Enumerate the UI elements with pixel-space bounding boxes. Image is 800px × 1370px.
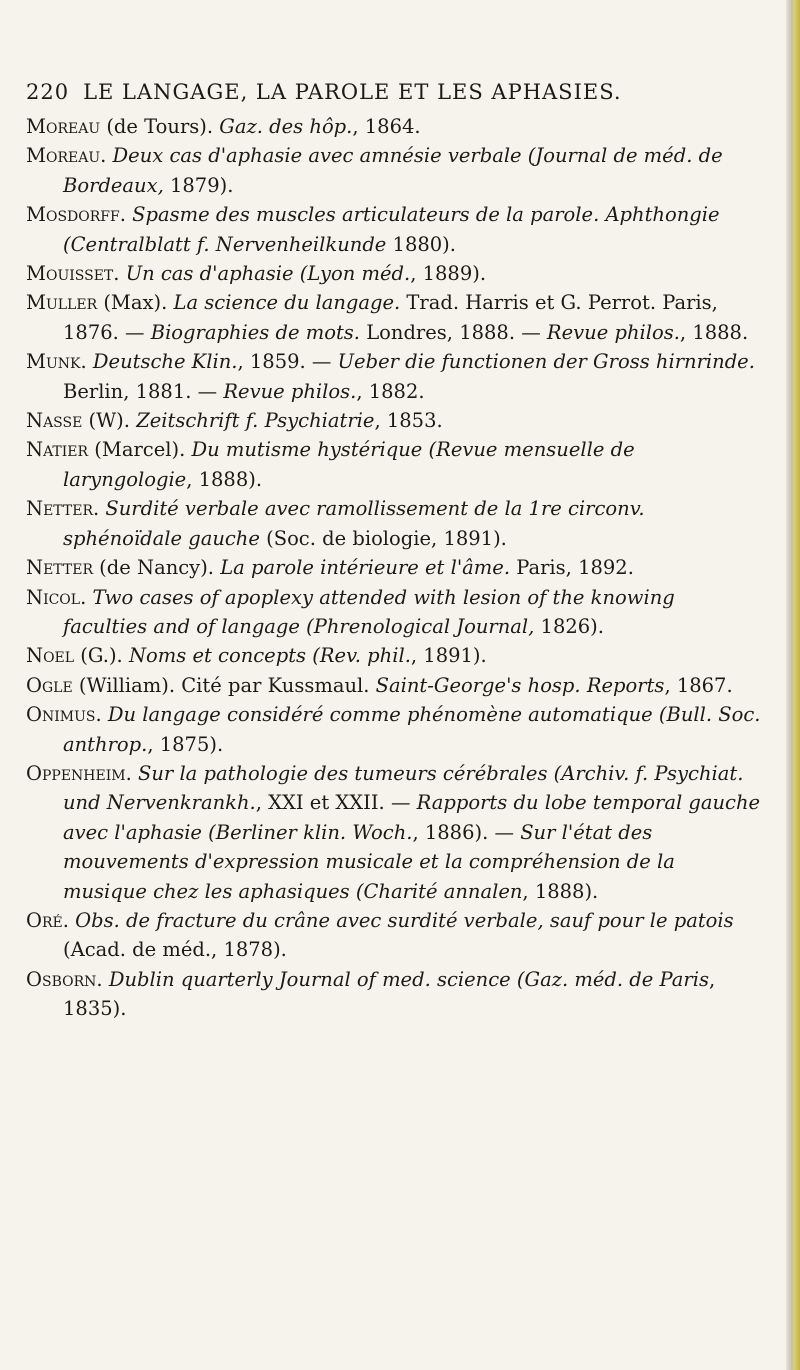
entry-text: , 1853. <box>374 409 443 433</box>
bibliography-entry <box>26 906 764 965</box>
entry-title-text: Zeitschrift f. Psychiatrie <box>136 409 375 433</box>
bibliography-entry <box>26 641 764 670</box>
entry-text: Trad. Harris et G. Perrot. Paris, 1876. — <box>63 291 718 344</box>
entry-author: Osborn <box>26 967 97 991</box>
bibliography-entry <box>26 759 764 906</box>
page-edge <box>786 0 800 1370</box>
entry-author: Oppenheim <box>26 761 126 785</box>
bibliography-entry <box>26 553 764 582</box>
entry-title-text: Dublin quarterly Journal of med. science (Gaz. méd. de Paris <box>108 967 709 991</box>
entry-text: , 1891). <box>410 644 487 668</box>
entry-author: Mouisset <box>26 262 114 286</box>
entry-text: , 1859. — <box>237 350 338 374</box>
entry-author: Ogle <box>26 673 73 697</box>
entry-text: 1880). <box>386 232 456 256</box>
bibliography-entry <box>26 288 764 347</box>
entry-text: , 1835). <box>63 967 716 1021</box>
bibliography-entry <box>26 965 764 1024</box>
entry-title-text: Un cas d'aphasie (Lyon méd. <box>125 262 411 286</box>
entry-title-text: La parole intérieure et l'âme. <box>220 556 511 580</box>
bibliography-entry <box>26 259 764 288</box>
entry-title-text: Sur la pathologie des tumeurs cérébrales (Archiv. f. Psychiat. und Nervenkrankh. <box>63 761 744 815</box>
entry-title-text: Sur l'état des mouvements d'expression musicale et la compréhension de la musique chez les aphasiques (Charité annalen <box>63 820 675 903</box>
entry-title-text: La science du langage. <box>173 291 401 315</box>
entry-title-text: Revue philos. <box>546 320 680 344</box>
entry-text: (William). Cité par Kussmaul. <box>72 673 376 697</box>
entry-text: Londres, 1888. — <box>360 320 547 344</box>
entry-text: . <box>100 144 113 168</box>
entry-text: , 1889). <box>410 262 487 286</box>
entry-text: , 1888). <box>522 879 599 903</box>
entry-text: (de Tours). <box>100 115 220 138</box>
entry-text: . <box>113 262 126 286</box>
entry-text: Paris, 1892. <box>510 556 634 580</box>
entry-text: 1826). <box>534 614 604 638</box>
bibliography-entry <box>26 200 764 259</box>
entry-title-text: Biographies de mots. <box>150 320 360 344</box>
entry-text: , 1867. <box>664 673 733 697</box>
entry-text: (Marcel). <box>88 438 192 462</box>
entry-author: Moreau <box>26 115 101 138</box>
entry-text: , 1864. <box>352 115 421 138</box>
entry-title-text: Rapports du lobe temporal gauche avec l'aphasie (Berliner klin. Woch. <box>63 791 761 844</box>
entry-text: (Acad. de méd., 1878). <box>63 938 287 962</box>
entry-author: Nasse <box>26 409 83 433</box>
bibliography-entry <box>26 671 764 700</box>
entry-title-text: Saint-George's hosp. Reports <box>375 673 665 697</box>
entry-title-text: Spasme des muscles articulateurs de la parole. Aphthongie (Centralblatt f. Nervenheilkunde <box>63 203 720 256</box>
entry-author: Netter <box>26 497 93 521</box>
entry-text: , 1888). <box>186 467 263 491</box>
entry-title-text: Revue philos. <box>223 379 357 403</box>
entry-title-text: Ueber die functionen der Gross hirnrinde. <box>337 350 755 374</box>
entry-author: Nicol <box>26 585 81 609</box>
bibliography-entry <box>26 435 764 494</box>
entry-text: , 1882. <box>356 379 425 403</box>
entry-text: (de Nancy). <box>92 556 221 580</box>
bibliography-entry <box>26 141 764 200</box>
entry-text: . <box>95 703 108 727</box>
entry-title-text: Obs. de fracture du crâne avec surdité verbale, sauf pour le patois <box>75 908 734 932</box>
entry-author: Netter <box>26 556 93 580</box>
entry-author: Natier <box>26 438 89 462</box>
bibliography-entry <box>26 700 764 759</box>
entry-title-text: Gaz. des hôp. <box>219 115 353 138</box>
entry-text: 1879). <box>163 173 234 197</box>
entry-author: Oré <box>26 908 63 932</box>
entry-text: Berlin, 1881. — <box>63 379 224 403</box>
entry-text: . <box>96 967 109 991</box>
running-header <box>26 80 746 104</box>
entry-text: , 1886). — <box>412 820 521 844</box>
entry-text: (Max). <box>97 291 174 315</box>
entry-author: Moreau <box>26 144 101 168</box>
entry-author: Mosdorff <box>26 203 120 227</box>
entry-author: Munk <box>26 350 81 374</box>
entry-title-text: Noms et concepts (Rev. phil. <box>128 644 411 668</box>
entry-text: , 1875). <box>147 732 224 756</box>
entry-text: (G.). <box>74 644 129 668</box>
entry-title-text: Surdité verbale avec ramollissement de la 1re circonv. sphénoïdale gauche <box>63 497 645 550</box>
entry-title-text: Deutsche Klin. <box>92 350 238 374</box>
entry-author: Onimus <box>26 703 96 727</box>
entry-title-text: Du mutisme hystérique (Revue mensuelle de laryngologie <box>63 438 635 491</box>
bibliography-list <box>26 112 764 1024</box>
bibliography-entry <box>26 494 764 553</box>
entry-title-text: Deux cas d'aphasie avec amnésie verbale (Journal de méd. de Bordeaux, <box>63 144 723 197</box>
bibliography-entry <box>26 112 764 141</box>
entry-author: Muller <box>26 291 98 315</box>
page-number: 220 <box>26 80 70 104</box>
entry-text: (W). <box>82 409 137 433</box>
entry-title-text: Du langage considéré comme phénomène automatique (Bull. Soc. anthrop. <box>63 703 761 756</box>
entry-text: . <box>80 585 93 609</box>
bibliography-entry <box>26 406 764 435</box>
bibliography-entry <box>26 583 764 642</box>
bibliography-entry <box>26 347 764 406</box>
entry-text: . <box>125 761 138 785</box>
entry-title-text: Two cases of apoplexy attended with lesion of the knowing faculties and of langage (Phrenological Journal, <box>63 585 675 638</box>
entry-author: Noel <box>26 644 75 668</box>
entry-text: , XXI et XXII. — <box>255 791 417 815</box>
entry-text: (Soc. de biologie, 1891). <box>259 526 507 550</box>
entry-text: . <box>119 203 133 227</box>
entry-text: . <box>80 350 93 374</box>
entry-text: , 1888. <box>679 320 749 344</box>
entry-text: . <box>62 908 76 932</box>
entry-text: . <box>92 497 106 521</box>
running-title: LE LANGAGE, LA PAROLE ET LES APHASIES. <box>83 80 622 104</box>
